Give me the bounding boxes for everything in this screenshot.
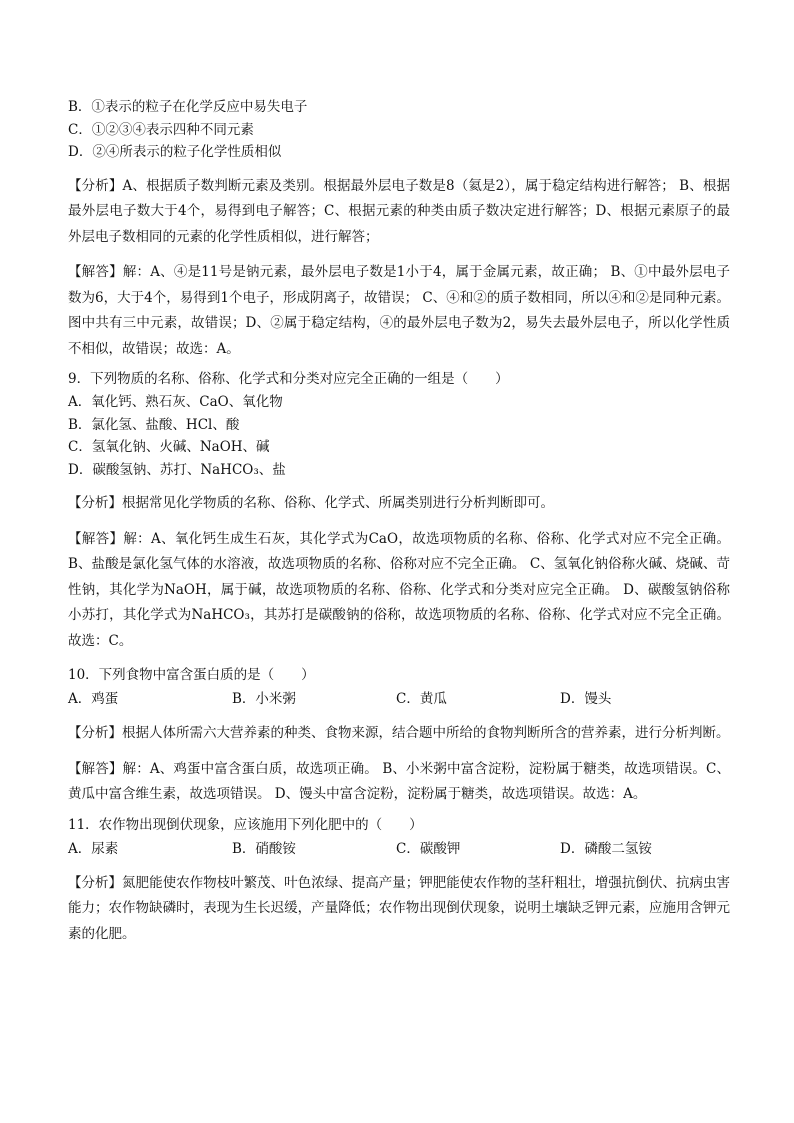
q11-stem: 11．农作物出现倒伏现象，应该施用下列化肥中的（ ） [68, 816, 423, 833]
q11-option-b: B．硝酸铵 [232, 840, 296, 857]
q10-options [68, 687, 730, 711]
q8-analysis-text: A、根据质子数判断元素及类别。根据最外层电子数是8（氦是2），属于稳定结构进行解答； B、根据最外层电子数大于4个，易得到电子解答；C、根据元素的种类由质子数决定进行解答；D、根据元素原子的最外层电子数相同的元素的化学性质相似，进行解答； [68, 177, 731, 245]
q11-analysis-text: 氮肥能使农作物枝叶繁茂、叶色浓绿、提高产量；钾肥能使农作物的茎秆粗壮，增强抗倒伏、抗病虫害能力；农作物缺磷时，表现为生长迟缓，产量降低；农作物出现倒伏现象，说明土壤缺乏钾元素，应施用含钾元素的化肥。 [68, 874, 731, 942]
q9-answer [68, 527, 730, 655]
q9-option-d: D．碳酸氢钠、苏打、NaHCO₃、盐 [68, 461, 286, 478]
analysis-label: 【分析】 [68, 177, 123, 194]
analysis-label: 【分析】 [68, 874, 123, 891]
q9-option-b: B．氯化氢、盐酸、HCl、酸 [68, 416, 240, 433]
q10-option-d: D．馒头 [560, 691, 612, 707]
q11-option-a: A．尿素 [68, 840, 119, 857]
q9-option-c: C．氢氧化钠、火碱、NaOH、碱 [68, 439, 270, 455]
q10-option-c: C．黄瓜 [396, 691, 447, 707]
q11-option-d: D．磷酸二氢铵 [560, 840, 652, 857]
q8-analysis [68, 174, 730, 251]
answer-label: 【解答】 [68, 264, 123, 280]
q10-stem: 10．下列食物中富含蛋白质的是（ ） [68, 667, 315, 683]
q10-option-b: B．小米粥 [232, 691, 296, 707]
answer-label: 【解答】 [68, 530, 124, 547]
q9-answer-text: 解：A、氧化钙生成生石灰，其化学式为CaO，故选项物质的名称、俗称、化学式对应不完全正确。B、盐酸是氯化氢气体的水溶液，故选项物质的名称、俗称对应不完全正确。 C、氢氧化钠俗称火碱、烧碱、苛性钠，其化学为NaOH，属于碱，故选项物质的名称、俗称、化学式和分类对应完全正确。 D、碳酸氢钠俗称小苏打，其化学式为NaHCO₃，其苏打是碳酸钠的俗称，故选项物质的名称、俗称、化学式对应不完全正确。故选：C。 [68, 530, 731, 649]
q9-analysis [68, 491, 730, 517]
q10-answer-text: 解：A、鸡蛋中富含蛋白质，故选项正确。 B、小米粥中富含淀粉，淀粉属于糖类，故选项错误。C、黄瓜中富含维生素，故选项错误。 D、馒头中富含淀粉，淀粉属于糖类，故选项错误。故选：A。 [68, 760, 731, 802]
q8-option-c: C．①②③④表示四种不同元素 [68, 121, 254, 138]
q11-option-c: C．碳酸钾 [396, 840, 461, 857]
q10-analysis-text: 根据人体所需六大营养素的种类、食物来源，结合题中所给的食物判断所含的营养素，进行分析判断。 [122, 725, 730, 741]
q8-option-d: D．②④所表示的粒子化学性质相似 [68, 144, 282, 160]
analysis-label: 【分析】 [68, 495, 122, 511]
q10-analysis [68, 721, 730, 747]
q8-answer-text: 解：A、④是11号是钠元素，最外层电子数是1小于4，属于金属元素，故正确； B、①中最外层电子数为6，大于4个，易得到1个电子，形成阴离子，故错误； C、④和②的质子数相同，所以④和②是同种元素。图中共有三中元素，故错误；D、②属于稳定结构，④的最外层电子数为2，易失去最外层电子，所以化学性质不相似，故错误；故选：A。 [68, 264, 730, 357]
answer-label: 【解答】 [68, 760, 123, 777]
q8-answer [68, 260, 730, 362]
q9-stem: 9．下列物质的名称、俗称、化学式和分类对应完全正确的一组是（ ） [68, 371, 509, 387]
q11-options [68, 837, 730, 861]
q10-answer [68, 757, 730, 808]
q9-analysis-text: 根据常见化学物质的名称、俗称、化学式、所属类别进行分析判断即可。 [122, 495, 554, 511]
q9-option-a: A．氧化钙、熟石灰、CaO、氧化物 [68, 394, 283, 410]
q11-analysis [68, 871, 730, 948]
q8-option-b: B．①表示的粒子在化学反应中易失电子 [68, 99, 308, 115]
analysis-label: 【分析】 [68, 725, 122, 741]
document-page [68, 96, 730, 947]
q10-option-a: A．鸡蛋 [68, 691, 119, 707]
